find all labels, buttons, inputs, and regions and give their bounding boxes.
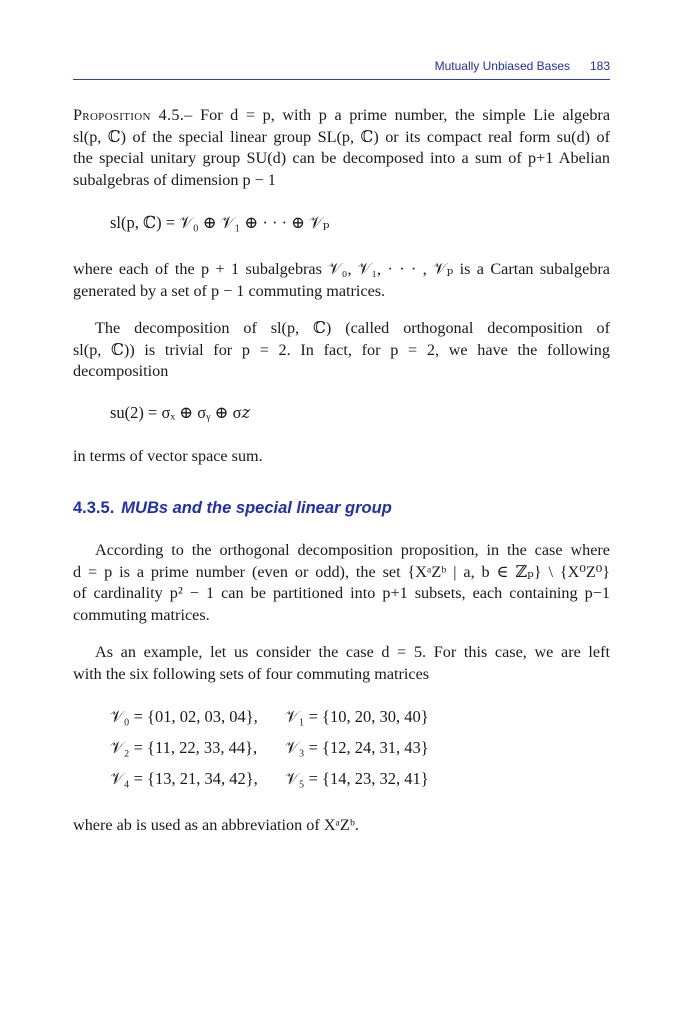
matrix-set-row xyxy=(110,769,429,789)
text-line: where ab is used as an abbreviation of XᵃZᵇ. xyxy=(73,816,359,834)
abbreviation-sentence xyxy=(73,815,610,837)
running-header xyxy=(73,57,610,80)
section-heading xyxy=(73,499,392,518)
vector-space-sentence xyxy=(73,446,610,468)
running-title: Mutually Unbiased Bases xyxy=(434,59,570,73)
text-line: d = p is a prime number (even or odd), the set {XᵃZᵇ | a, b ∈ ℤₚ} \ {X⁰Z⁰} xyxy=(73,562,610,581)
matrix-set: 𝒱₁ = {10, 20, 30, 40} xyxy=(285,707,429,726)
matrix-set-row xyxy=(110,707,429,727)
proposition-line: subalgebras of dimension p − 1 xyxy=(73,170,276,189)
text-line: sl(p, ℂ)) is trivial for p = 2. In fact, for p = 2, we have the following xyxy=(73,340,610,359)
decomposition-paragraph xyxy=(73,318,610,383)
text-line: decomposition xyxy=(73,362,169,380)
text-line: As an example, let us consider the case d = 5. For this case, we are left xyxy=(95,643,610,661)
proposition-line: the special unitary group SU(d) can be decomposed into a sum of p+1 Abelian xyxy=(73,149,610,167)
text-line: in terms of vector space sum. xyxy=(73,447,263,465)
text-line: The decomposition of sl(p, ℂ) (called orthogonal decomposition of xyxy=(95,319,610,337)
section-title: MUBs and the special linear group xyxy=(121,499,392,517)
orthogonal-paragraph xyxy=(73,540,610,626)
proposition-line: sl(p, ℂ) of the special linear group SL(p, ℂ) or its compact real form su(d) of xyxy=(73,127,610,146)
proposition-label: Proposition 4.5.– xyxy=(73,106,193,124)
text-line: with the six following sets of four commuting matrices xyxy=(73,664,430,683)
equation-sl-decomposition: sl(p, ℂ) = 𝒱₀ ⊕ 𝒱₁ ⊕ · · · ⊕ 𝒱ₚ xyxy=(110,213,330,232)
matrix-set: 𝒱₄ = {13, 21, 34, 42}, xyxy=(110,769,258,788)
text-line: generated by a set of p − 1 commuting matrices. xyxy=(73,281,386,300)
example-paragraph xyxy=(73,642,610,685)
section-number: 4.3.5. xyxy=(73,499,115,517)
text-line: According to the orthogonal decomposition proposition, in the case where xyxy=(95,541,610,559)
matrix-set: 𝒱₂ = {11, 22, 33, 44}, xyxy=(110,738,258,757)
equation-su2-decomposition: su(2) = σₓ ⊕ σᵧ ⊕ σ𝑧 xyxy=(110,403,251,422)
page-number: 183 xyxy=(589,59,610,73)
text-line: of cardinality p² − 1 can be partitioned into p+1 subsets, each containing p−1 xyxy=(73,584,610,602)
text-line: commuting matrices. xyxy=(73,605,210,624)
matrix-set: 𝒱₀ = {01, 02, 03, 04}, xyxy=(110,707,258,726)
proposition-line: Proposition 4.5.– For d = p, with p a prime number, the simple Lie algebra xyxy=(73,106,611,124)
proposition-paragraph xyxy=(73,105,610,191)
subalgebra-paragraph xyxy=(73,259,610,302)
text-line: where each of the p + 1 subalgebras 𝒱₀, 𝒱₁, · · · , 𝒱ₚ is a Cartan subalgebra xyxy=(73,260,610,278)
matrix-set-row xyxy=(110,738,429,758)
matrix-set: 𝒱₅ = {14, 23, 32, 41} xyxy=(285,769,429,788)
matrix-set: 𝒱₃ = {12, 24, 31, 43} xyxy=(285,738,429,757)
